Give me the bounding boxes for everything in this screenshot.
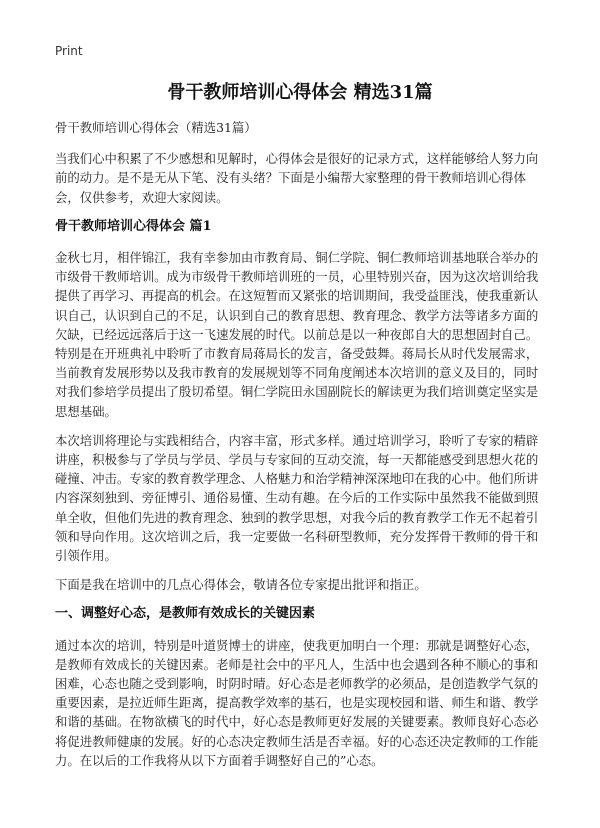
- section-heading: 骨干教师培训心得体会 篇1: [55, 218, 212, 234]
- body-paragraph: 本次培训将理论与实践相结合，内容丰富，形式多样。通过培训学习，聆听了专家的精辟讲座，积极参与了学员与学员、学员与专家间的互动交流，每一天都能感受到思想火花的碰撞、冲击。专家的教育教学理念、人格魅力和治学精神深深地印在我的心中。他们所讲内容深刻独到、旁征博引、通俗易懂、生动有趣。在今后的工作实际中虽然我不能做到照单全收，但他们先进的教育理念、独到的教学思想，对我今后的教育教学工作无不起着引领和导向作用。这次培训之后，我一定要做一名科研型教师，充分发挥骨干教师的骨干和引领作用。: [55, 432, 539, 564]
- body-paragraph: 通过本次的培训，特别是叶道贤博士的讲座，使我更加明白一个理：那就是调整好心态，是教师有效成长的关键因素。老师是社会中的平凡人，生活中也会遇到各种不顺心的事和困难，心态也随之受到影响，时阴时晴。好心态是老师教学的必须品，是创造教学气氛的重要因素，是拉近师生距离，提高教学效率的基石，也是实现校园和谐、师生和谐、教学和谐的基础。在物欲横飞的时代中，好心态是教师更好发展的关键要素。教师良好心态必将促进教师健康的发展。好的心态决定教师生活是否幸福。好的心态还决定教师的工作能力。在以后的工作我将从以下方面着手调整好自己的”心态。: [55, 637, 539, 768]
- print-link[interactable]: Print: [55, 44, 83, 58]
- page-title: 骨干教师培训心得体会 精选31篇: [167, 82, 433, 103]
- point-heading: 一、调整好心态，是教师有效成长的关键因素: [55, 606, 316, 622]
- intro-paragraph: 当我们心中积累了不少感想和见解时，心得体会是很好的记录方式，这样能够给人努力向前的动力。是不是无从下笔、没有头绪？下面是小编帮大家整理的骨干教师培训心得体会，仅供参考，欢迎大家阅读。: [55, 151, 539, 205]
- article-subtitle: 骨干教师培训心得体会（精选31篇）: [55, 120, 257, 135]
- body-paragraph: 下面是我在培训中的几点心得体会，敬请各位专家提出批评和指正。: [55, 577, 427, 593]
- article-body: [55, 118, 545, 780]
- body-paragraph: 金秋七月，相伴锦江，我有幸参加由市教育局、铜仁学院、铜仁教师培训基地联合举办的市级骨干教师培训。成为市级骨干教师培训班的一员，心里特别兴奋，因为这次培训给我提供了再学习、再提高的机会。在这短暂而又紧张的培训期间，我受益匪浅，使我重新认识自己，认识到自己的不足，认识到自己的教育思想、教育理念、教学方法等诸多方面的欠缺，已经远远落后于这一飞速发展的时代。以前总是以一种夜郎自大的思想固封自己。特别是在开班典礼中聆听了市教育局蒋局长的发言，备受鼓舞。蒋局长从时代发展需求，当前教育发展形势以及我市教育的发展规划等不同角度阐述本次培训的意义及目的，同时对我们参培学员提出了殷切希望。铜仁学院田永国副院长的解读更为我们培训奠定坚实是思想基础。: [55, 250, 539, 419]
